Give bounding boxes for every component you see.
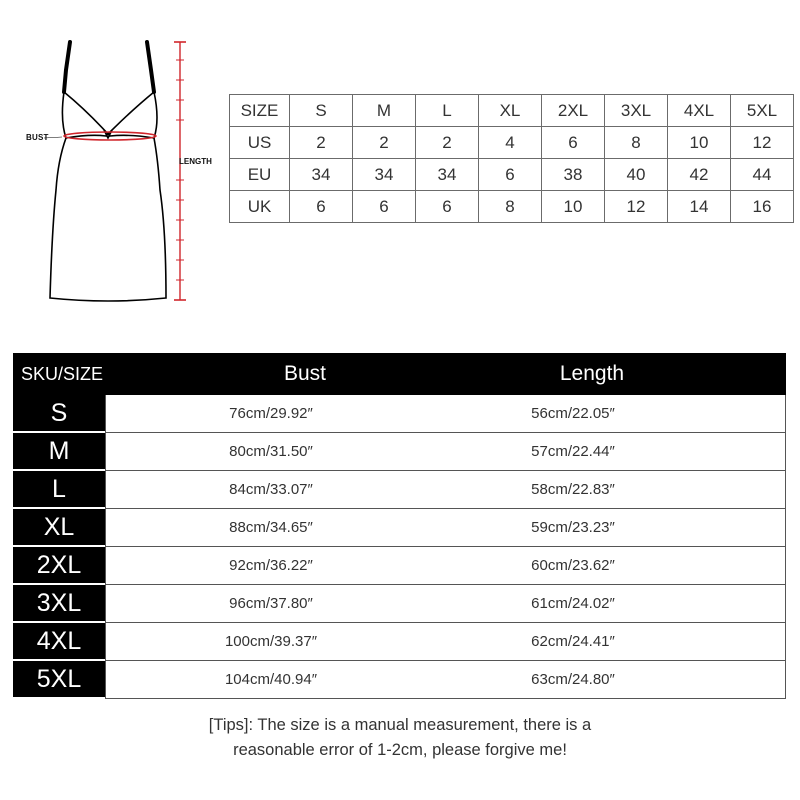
size-cell: S [13, 395, 105, 433]
bust-cell: 76cm/29.92″ [229, 405, 313, 422]
table-cell: 40 [605, 159, 668, 191]
value-cells [105, 433, 786, 471]
bust-cell: 100cm/39.37″ [224, 633, 318, 650]
value-cells [105, 471, 786, 509]
table-cell: 4XL [668, 95, 731, 127]
table-cell: 10 [542, 191, 605, 223]
table-cell: 8 [479, 191, 542, 223]
table-row [13, 395, 786, 433]
value-cells [105, 661, 786, 699]
value-cells [105, 585, 786, 623]
table-cell: 14 [668, 191, 731, 223]
table-cell: 6 [479, 159, 542, 191]
size-cell: 3XL [13, 585, 105, 623]
length-cell: 63cm/24.80″ [531, 671, 615, 688]
tips-note [0, 713, 800, 763]
length-cell: 58cm/22.83″ [531, 481, 615, 498]
table-cell: 34 [290, 159, 353, 191]
dress-outline-icon [20, 30, 230, 310]
bust-label: BUST [26, 133, 49, 142]
table-cell: 2 [290, 127, 353, 159]
length-cell: 61cm/24.02″ [531, 595, 615, 612]
table-cell: 6 [353, 191, 416, 223]
table-cell: 34 [353, 159, 416, 191]
value-cells [105, 547, 786, 585]
value-cells [105, 509, 786, 547]
header-bust: Bust [283, 362, 327, 385]
size-conversion-table [229, 94, 794, 223]
size-cell: XL [13, 509, 105, 547]
length-cell: 59cm/23.23″ [531, 519, 615, 536]
size-cell: 4XL [13, 623, 105, 661]
bust-cell: 104cm/40.94″ [224, 671, 318, 688]
length-cell: 56cm/22.05″ [531, 405, 615, 422]
table-cell: US [230, 127, 290, 159]
table-cell: 12 [605, 191, 668, 223]
table-cell: SIZE [230, 95, 290, 127]
value-cells [105, 395, 786, 433]
table-cell: L [416, 95, 479, 127]
dress-diagram [20, 30, 230, 310]
table-cell: UK [230, 191, 290, 223]
table-cell: 10 [668, 127, 731, 159]
bust-cell: 80cm/31.50″ [229, 443, 313, 460]
size-cell: 2XL [13, 547, 105, 585]
table-cell: 16 [731, 191, 794, 223]
table-cell: 38 [542, 159, 605, 191]
table-header [13, 353, 786, 395]
table-cell: 3XL [605, 95, 668, 127]
table-row [13, 623, 786, 661]
size-cell: 5XL [13, 661, 105, 699]
table-cell: 6 [416, 191, 479, 223]
table-cell: 4 [479, 127, 542, 159]
table-cell: 42 [668, 159, 731, 191]
header-sku-size: SKU/SIZE [21, 363, 104, 384]
size-cell: L [13, 471, 105, 509]
table-row [13, 585, 786, 623]
value-cells [105, 623, 786, 661]
tips-line-2: reasonable error of 1-2cm, please forgive me! [233, 741, 567, 759]
table-row [13, 509, 786, 547]
table-row [230, 127, 794, 159]
bust-cell: 88cm/34.65″ [229, 519, 313, 536]
table-row [13, 547, 786, 585]
table-row [230, 191, 794, 223]
table-cell: 44 [731, 159, 794, 191]
table-row [13, 433, 786, 471]
table-cell: 2 [416, 127, 479, 159]
table-cell: 34 [416, 159, 479, 191]
bust-cell: 96cm/37.80″ [229, 595, 313, 612]
length-cell: 62cm/24.41″ [531, 633, 615, 650]
table-cell: M [353, 95, 416, 127]
table-cell: 8 [605, 127, 668, 159]
table-cell: 2 [353, 127, 416, 159]
table-cell: 5XL [731, 95, 794, 127]
table-row [230, 159, 794, 191]
table-cell: 6 [290, 191, 353, 223]
table-row [13, 661, 786, 699]
table-row [13, 471, 786, 509]
bust-cell: 92cm/36.22″ [229, 557, 313, 574]
table-row [230, 95, 794, 127]
table-cell: 2XL [542, 95, 605, 127]
table-cell: EU [230, 159, 290, 191]
table-cell: 12 [731, 127, 794, 159]
measurement-table [13, 353, 786, 699]
length-label: LENGTH [179, 157, 212, 166]
tips-line-1: [Tips]: The size is a manual measurement, there is a [208, 716, 592, 734]
header-length: Length [559, 362, 625, 385]
length-cell: 57cm/22.44″ [531, 443, 615, 460]
table-cell: 6 [542, 127, 605, 159]
table-cell: XL [479, 95, 542, 127]
table-cell: S [290, 95, 353, 127]
size-cell: M [13, 433, 105, 471]
bust-cell: 84cm/33.07″ [229, 481, 313, 498]
length-cell: 60cm/23.62″ [531, 557, 615, 574]
